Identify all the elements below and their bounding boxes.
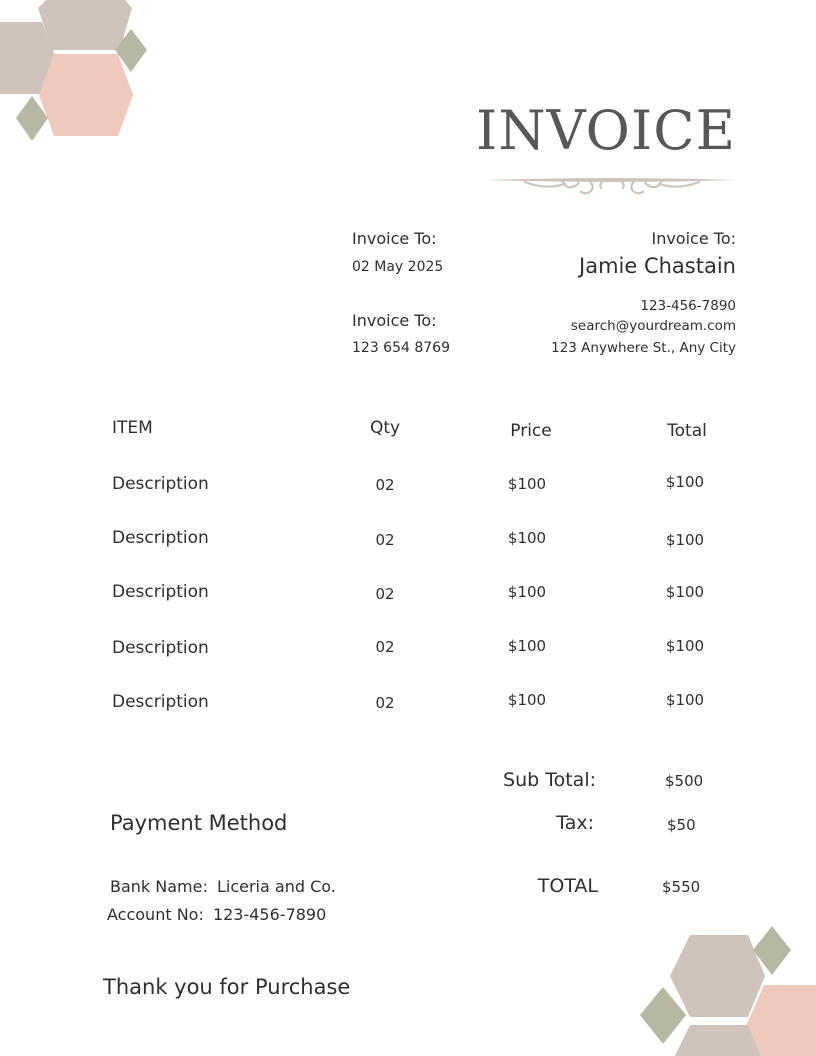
- row-price: $100: [507, 475, 547, 493]
- subtotal-label: Sub Total:: [503, 769, 596, 791]
- total-value: $550: [662, 878, 701, 896]
- column-header-item: ITEM: [112, 418, 153, 438]
- diamond-shape: [753, 926, 791, 975]
- hexagon-shape: [746, 985, 816, 1056]
- column-header-qty: Qty: [369, 418, 401, 438]
- hexagon-shape: [670, 1025, 765, 1056]
- invoice-date-value: 02 May 2025: [352, 259, 444, 275]
- row-item: Description: [112, 528, 209, 548]
- row-total: $100: [665, 691, 705, 709]
- row-qty: 02: [375, 694, 395, 712]
- total-label: TOTAL: [537, 875, 598, 897]
- row-price: $100: [507, 691, 547, 709]
- row-total: $100: [665, 531, 705, 549]
- row-qty: 02: [375, 638, 395, 656]
- bill-to-label: Invoice To:: [651, 229, 736, 248]
- row-item: Description: [112, 474, 209, 494]
- client-email: search@yourdream.com: [570, 318, 736, 334]
- payment-method-title: Payment Method: [110, 811, 288, 835]
- client-address: 123 Anywhere St., Any City: [551, 340, 736, 356]
- tax-value: $50: [667, 816, 696, 834]
- invoice-number-value: 123 654 8769: [352, 340, 450, 356]
- hexagon-shape: [38, 0, 132, 50]
- client-name: Jamie Chastain: [579, 254, 736, 278]
- ornament-divider: [485, 172, 739, 198]
- row-qty: 02: [375, 531, 395, 549]
- hexagon-shape: [39, 54, 133, 136]
- bank-name-label: Bank Name:: [110, 877, 208, 896]
- row-total: $100: [665, 583, 705, 601]
- row-price: $100: [507, 583, 547, 601]
- tax-label: Tax:: [556, 812, 594, 834]
- row-total: $100: [665, 637, 705, 655]
- row-item: Description: [112, 692, 209, 712]
- row-total: $100: [665, 473, 705, 491]
- client-phone: 123-456-7890: [640, 298, 736, 314]
- column-header-price: Price: [510, 421, 552, 441]
- account-number-row: [107, 905, 326, 924]
- invoice-number-label: Invoice To:: [352, 311, 437, 330]
- thank-you-message: Thank you for Purchase: [103, 975, 351, 999]
- invoice-title: INVOICE: [476, 99, 736, 162]
- row-price: $100: [507, 637, 547, 655]
- invoice-date-label: Invoice To:: [352, 229, 437, 248]
- account-number-label: Account No:: [107, 905, 204, 924]
- subtotal-value: $500: [665, 772, 704, 790]
- diamond-shape: [640, 987, 686, 1044]
- hexagon-shape: [670, 935, 765, 1017]
- row-item: Description: [112, 638, 209, 658]
- bank-name-row: [110, 877, 336, 896]
- hexagon-decoration-top-left: [0, 0, 160, 150]
- bank-name-value: Liceria and Co.: [216, 877, 336, 896]
- row-qty: 02: [375, 585, 395, 603]
- column-header-total: Total: [667, 421, 707, 441]
- row-item: Description: [112, 582, 209, 602]
- row-price: $100: [507, 529, 547, 547]
- row-qty: 02: [375, 476, 395, 494]
- account-number-value: 123-456-7890: [212, 905, 327, 924]
